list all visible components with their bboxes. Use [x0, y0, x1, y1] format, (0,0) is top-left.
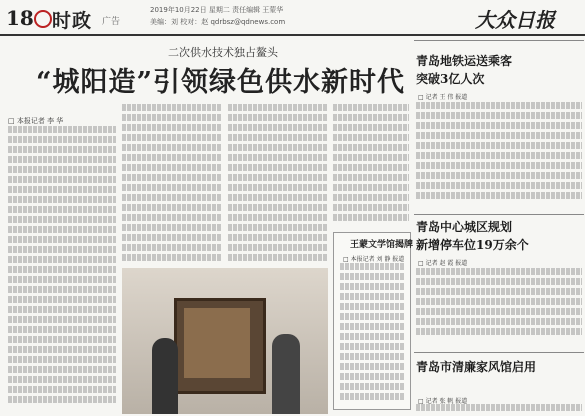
story2-title-line1: 青岛中心城区规划 [416, 220, 513, 234]
page-number: 18 [6, 6, 34, 30]
story1-title-line2: 突破3亿人次 [416, 72, 485, 86]
story3-text [416, 404, 582, 414]
person-figure [152, 338, 178, 414]
person-figure [272, 334, 300, 414]
issue-info-line2: 美编：刘 校对：赵 qdrbsz@qdnews.com [150, 18, 286, 26]
article-column-1 [8, 126, 116, 411]
story2-title-line2: 新增停车位19万余个 [416, 238, 529, 252]
article-byline: □ 本报记者 李 华 [8, 117, 64, 125]
article-headline: “城阳造”引领绿色供水新时代 [36, 67, 406, 98]
masthead: 大众日报 [475, 8, 555, 32]
page-header [0, 0, 585, 36]
article-photo [122, 268, 328, 414]
article-kicker: 二次供水技术独占鳌头 [168, 46, 278, 59]
section-subtitle: 广告 [102, 17, 121, 27]
story2-text [416, 268, 582, 346]
story1-title-line1: 青岛地铁运送乘客 [416, 54, 513, 68]
story1-byline: □ 记者 王 伟 报道 [418, 94, 468, 101]
article-column-4 [333, 104, 409, 228]
divider [414, 352, 584, 353]
sidebar-story-text [340, 263, 404, 403]
sidebar-story-title: 王蒙文学馆揭牌 [350, 240, 414, 250]
divider [414, 40, 584, 41]
newspaper-logo-icon [34, 10, 52, 28]
divider [414, 214, 584, 215]
story3-title: 青岛市清廉家风馆启用 [416, 360, 537, 374]
article-column-3 [228, 104, 328, 264]
section-title: 时政 [52, 10, 93, 32]
issue-info-line1: 2019年10月22日 星期二 责任编辑 王蒙华 [150, 6, 284, 14]
story1-text [416, 102, 582, 210]
story3-byline: □ 记者 张 帆 报道 [418, 398, 468, 405]
sidebar-story-byline: □ 本报记者 刘 静 报道 [343, 256, 405, 263]
story2-byline: □ 记者 赵 霞 报道 [418, 260, 468, 267]
article-column-2 [122, 104, 222, 264]
